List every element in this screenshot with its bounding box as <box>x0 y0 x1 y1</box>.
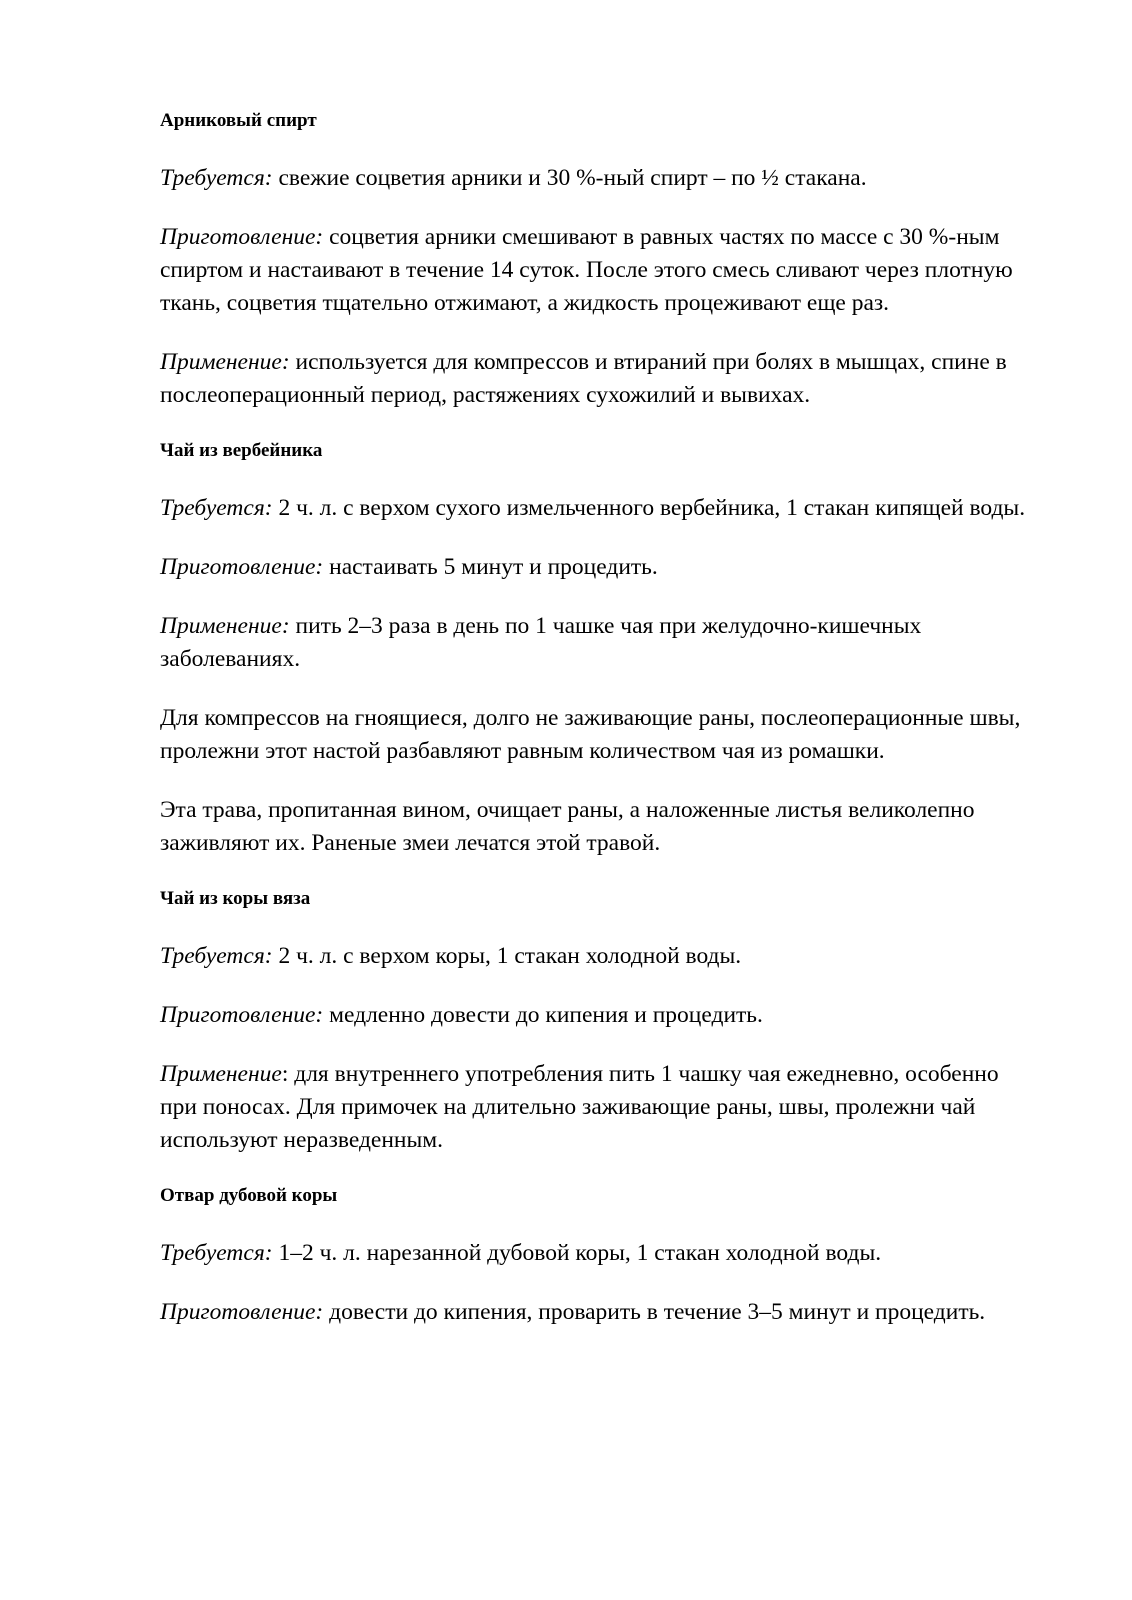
paragraph <box>160 1296 1040 1329</box>
section-title: Отвар дубовой коры <box>160 1185 338 1206</box>
paragraph <box>160 492 1040 525</box>
section-title: Арниковый спирт <box>160 110 317 131</box>
paragraph <box>160 940 1040 973</box>
paragraph-text: Эта трава, пропитанная вином, очищает раны, а наложенные листья великолепно заживляют их. Раненые змеи лечатся этой травой. <box>160 797 975 856</box>
paragraph <box>160 1058 1040 1157</box>
paragraph <box>160 346 1040 412</box>
section-title: Чай из вербейника <box>160 440 323 461</box>
document-content <box>160 108 1040 1355</box>
paragraph <box>160 162 1040 195</box>
paragraph-text: 2 ч. л. с верхом сухого измельченного вербейника, 1 стакан кипящей воды. <box>272 495 1026 521</box>
paragraph-label: Приготовление: <box>160 1002 324 1028</box>
paragraph-label: Требуется: <box>160 495 273 521</box>
paragraph <box>160 702 1040 768</box>
paragraph-text: медленно довести до кипения и процедить. <box>323 1002 763 1028</box>
paragraph-label: Применение: <box>160 613 290 639</box>
paragraph-text: Для компрессов на гноящиеся, долго не заживающие раны, послеоперационные швы, пролежни этот настой разбавляют равным количеством чая из ромашки. <box>160 705 1021 764</box>
paragraph-label: Применение: <box>160 349 290 375</box>
paragraph-label: Приготовление: <box>160 1299 324 1325</box>
paragraph <box>160 610 1040 676</box>
paragraph <box>160 794 1040 860</box>
paragraph <box>160 551 1040 584</box>
paragraph-label: Приготовление: <box>160 224 324 250</box>
section-title: Чай из коры вяза <box>160 888 311 909</box>
paragraph-label: Требуется: <box>160 943 273 969</box>
paragraph-text: довести до кипения, проварить в течение 3–5 минут и процедить. <box>323 1299 986 1325</box>
paragraph <box>160 1237 1040 1270</box>
paragraph-label: Требуется: <box>160 165 273 191</box>
paragraph-text: настаивать 5 минут и процедить. <box>323 554 658 580</box>
paragraph <box>160 999 1040 1032</box>
paragraph-text: : для внутреннего употребления пить 1 чашку чая ежедневно, особенно при поносах. Для примочек на длительно заживающие раны, швы, пролежни чай используют неразведенным. <box>160 1061 999 1153</box>
paragraph-text: свежие соцветия арники и 30 %-ный спирт – по ½ стакана. <box>272 165 867 191</box>
paragraph-label: Применение <box>160 1061 282 1087</box>
paragraph-label: Требуется: <box>160 1240 273 1266</box>
paragraph-text: используется для компрессов и втираний при болях в мышцах, спине в послеоперационный период, растяжениях сухожилий и вывихах. <box>160 349 1007 408</box>
paragraph-text: соцветия арники смешивают в равных частях по массе с 30 %-ным спиртом и настаивают в течение 14 суток. После этого смесь сливают через плотную ткань, соцветия тщательно отжимают, а жидкость процеживают еще раз. <box>160 224 1013 316</box>
paragraph-text: 1–2 ч. л. нарезанной дубовой коры, 1 стакан холодной воды. <box>272 1240 882 1266</box>
paragraph <box>160 221 1040 320</box>
paragraph-label: Приготовление: <box>160 554 324 580</box>
paragraph-text: 2 ч. л. с верхом коры, 1 стакан холодной воды. <box>272 943 742 969</box>
paragraph-text: пить 2–3 раза в день по 1 чашке чая при желудочно-кишечных заболеваниях. <box>160 613 922 672</box>
